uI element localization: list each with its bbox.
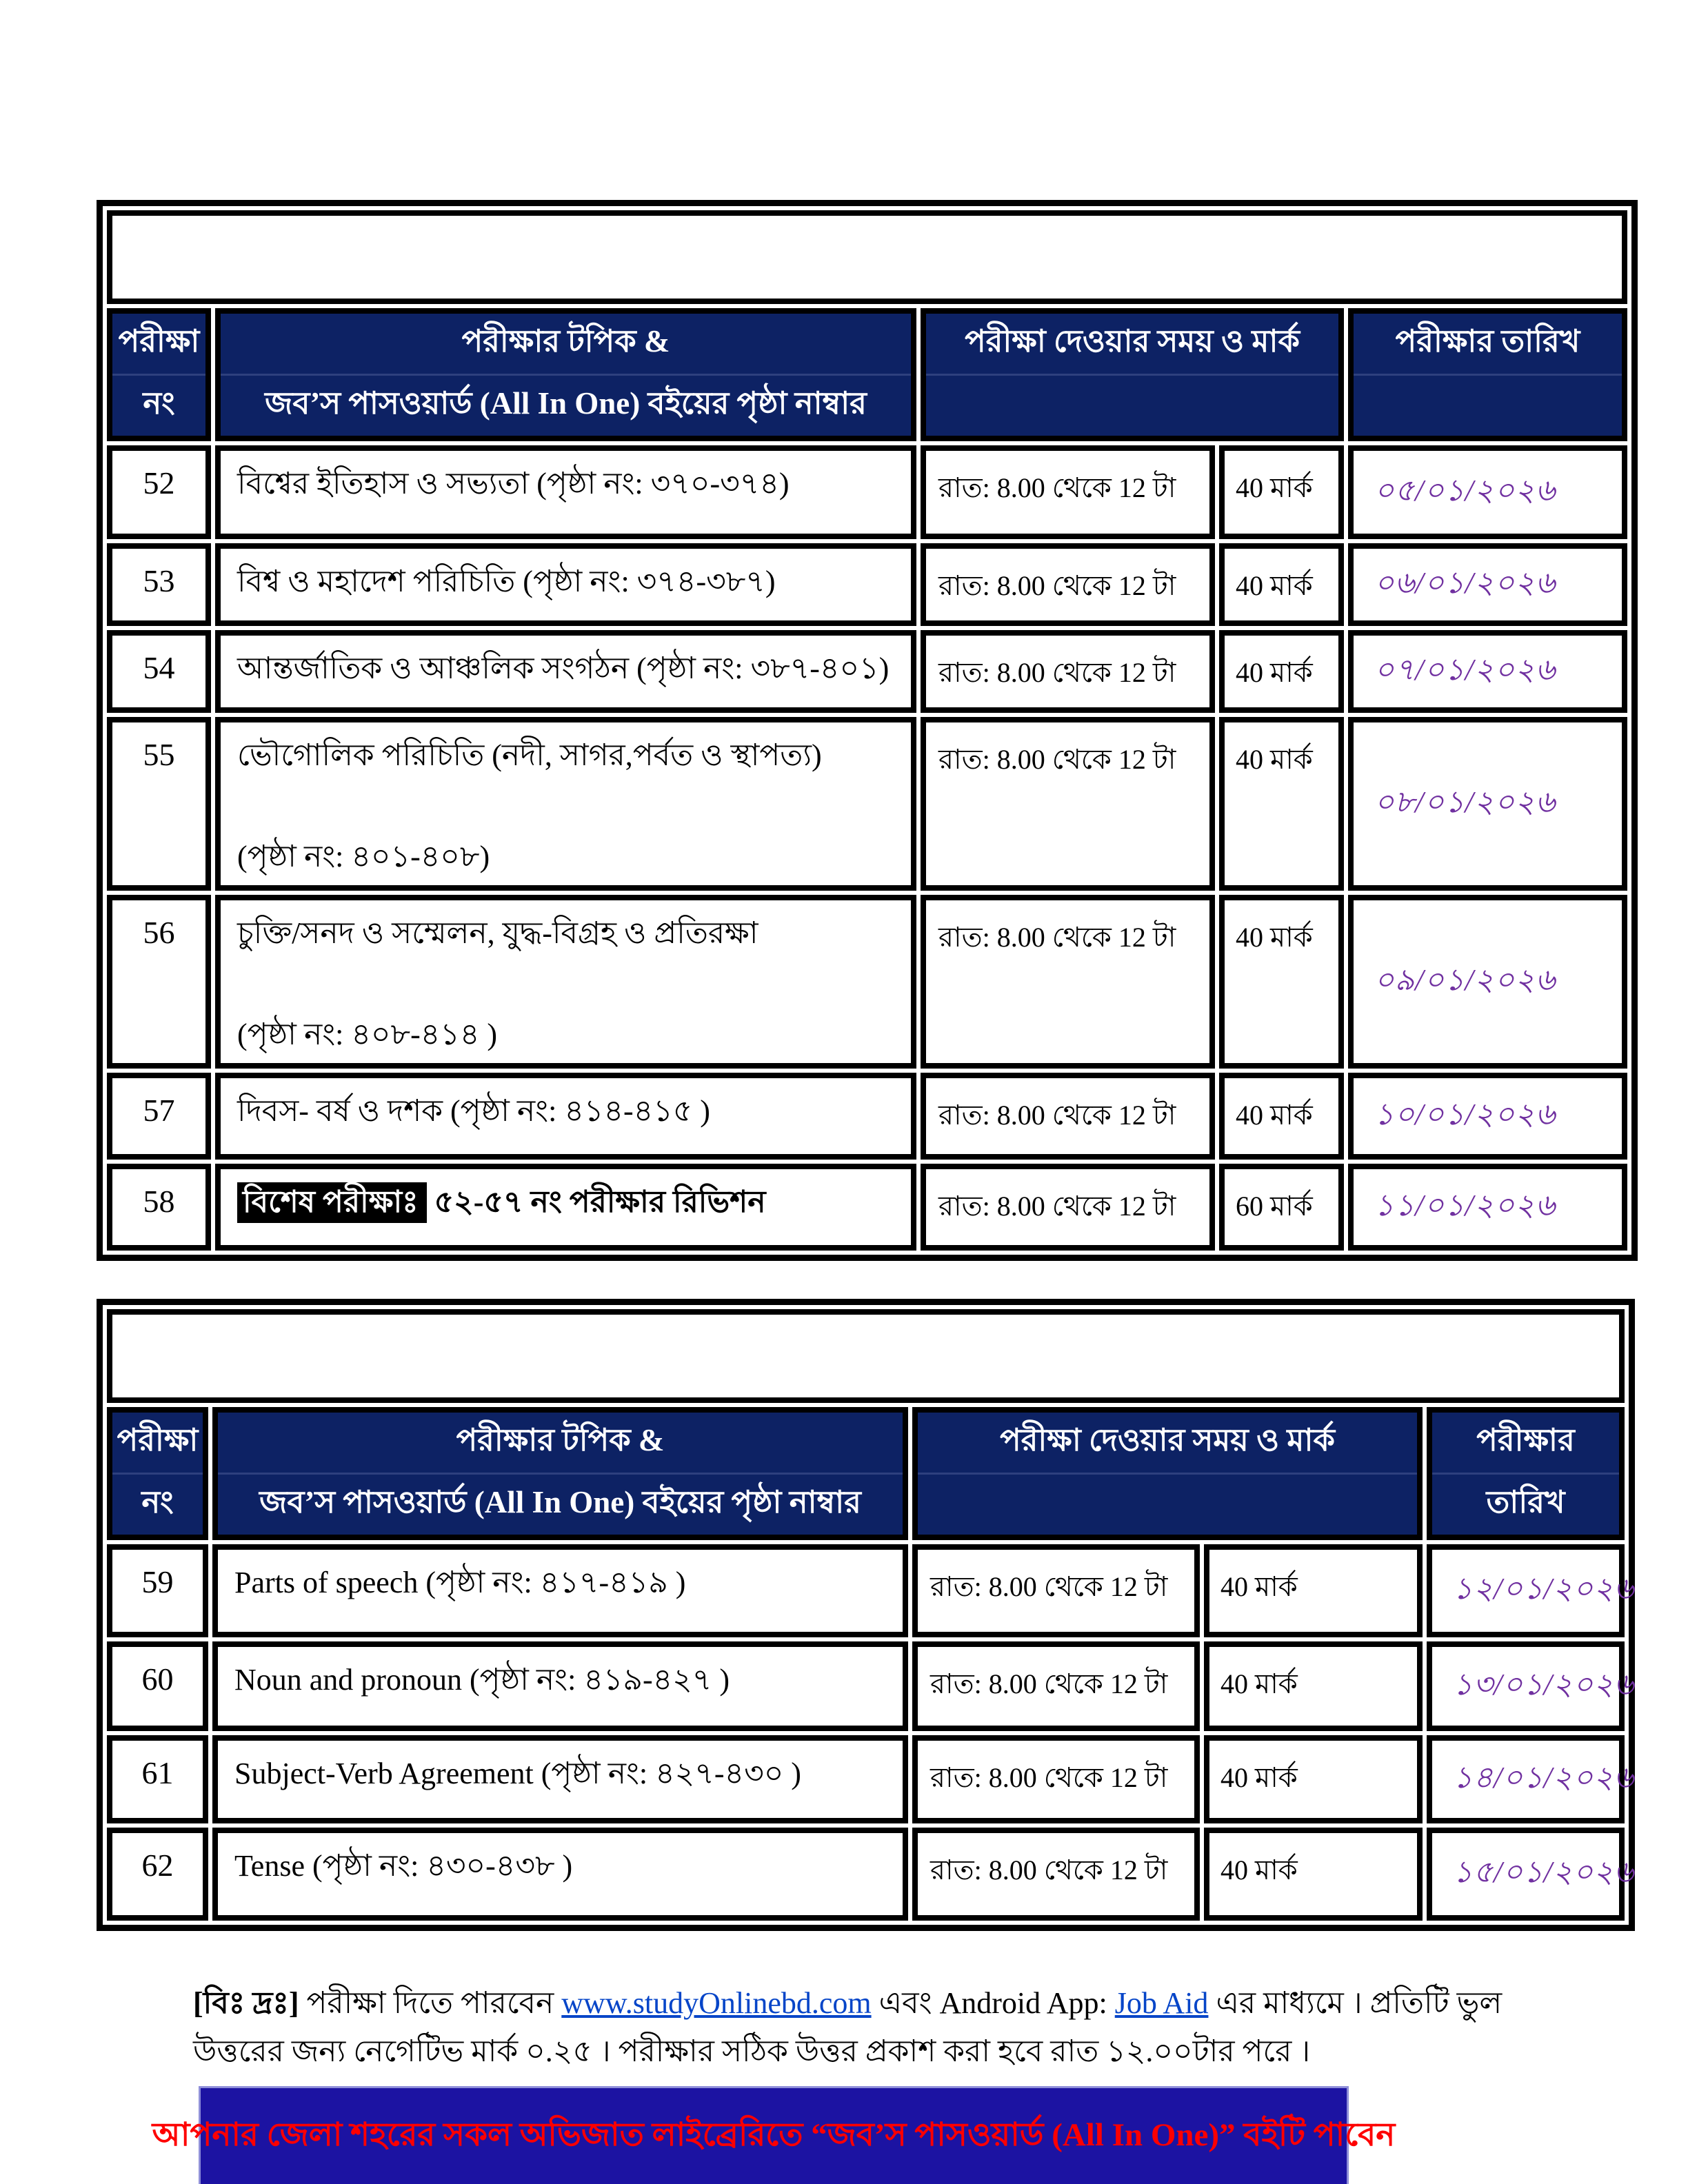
header-topic-top: পরীক্ষার টপিক & [218, 1413, 903, 1475]
mark-cell: 40 মার্ক [1204, 1735, 1423, 1823]
topic-cell: Parts of speech (পৃষ্ঠা নং: ৪১৭-৪১৯ ) [212, 1544, 908, 1637]
exam-no-cell: 61 [107, 1735, 208, 1823]
date-cell: ০৯/০১/২০২৬ [1348, 895, 1627, 1069]
table-row [107, 1073, 1627, 1160]
exam-no-cell: 60 [107, 1641, 208, 1731]
header-exam-no-top: পরীক্ষা [112, 1413, 203, 1475]
note-text-2: এবং Android App: [871, 1986, 1115, 2020]
header-exam-no-bottom: নং [143, 386, 175, 421]
header-date-label: পরীক্ষার [1432, 1413, 1619, 1475]
mark-cell: 40 মার্ক [1204, 1544, 1423, 1637]
date-cell: ০৮/০১/২০২৬ [1348, 717, 1627, 891]
topic-line2: (পৃষ্ঠা নং: ৪০১-৪০৮) [237, 840, 490, 873]
header-topic-bottom: জব’স পাসওয়ার্ড (All In One) বইয়ের পৃষ্ঠা নাম্বার [259, 1485, 861, 1519]
date-cell: ১০/০১/২০২৬ [1348, 1073, 1627, 1160]
time-cell: রাত: 8.00 থেকে 12 টা [912, 1828, 1200, 1921]
time-cell: রাত: 8.00 থেকে 12 টা [921, 445, 1215, 539]
time-cell: রাত: 8.00 থেকে 12 টা [921, 717, 1215, 891]
header-time-mark [912, 1407, 1423, 1540]
book-availability-banner: আপনার জেলা শহরের সকল অভিজাত লাইব্রেরিতে “জব’স পাসওয়ার্ড (All In One)” বইটি পাবেন [199, 2086, 1349, 2184]
plan-08-header-row [107, 1407, 1625, 1540]
exam-no-cell: 59 [107, 1544, 208, 1637]
header-date-label: পরীক্ষার তারিখ [1354, 314, 1622, 376]
topic-rest: ৫২-৫৭ নং পরীক্ষার রিভিশন [426, 1185, 766, 1219]
topic-cell: আন্তর্জাতিক ও আঞ্চলিক সংগঠন (পৃষ্ঠা নং: ৩৮৭-৪০১) [215, 630, 916, 713]
header-time-mark [921, 308, 1344, 441]
table-row [107, 1164, 1627, 1251]
note-text-1: পরীক্ষা দিতে পারবেন [299, 1986, 562, 2020]
header-topic-bottom: জব’স পাসওয়ার্ড (All In One) বইয়ের পৃষ্ঠা নাম্বার [265, 386, 867, 421]
mark-cell: 40 মার্ক [1219, 630, 1344, 713]
header-date [1348, 308, 1627, 441]
exam-no-cell: 52 [107, 445, 211, 539]
time-cell: রাত: 8.00 থেকে 12 টা [921, 895, 1215, 1069]
header-exam-no-bottom: নং [141, 1485, 174, 1519]
study-online-link[interactable]: www.studyOnlinebd.com [561, 1986, 872, 2020]
header-topic [212, 1407, 908, 1540]
header-topic [215, 308, 916, 441]
header-time-mark-label: পরীক্ষা দেওয়ার সময় ও মার্ক [926, 314, 1338, 376]
time-cell: রাত: 8.00 থেকে 12 টা [912, 1544, 1200, 1637]
time-cell: রাত: 8.00 থেকে 12 টা [912, 1641, 1200, 1731]
mark-cell: 40 মার্ক [1204, 1641, 1423, 1731]
mark-cell: 40 মার্ক [1219, 1073, 1344, 1160]
table-row [107, 543, 1627, 626]
date-cell: ১২/০১/২০২৬ [1427, 1544, 1625, 1637]
table-row [107, 1735, 1625, 1823]
topic-cell [215, 1164, 916, 1251]
plan-07-header-row [107, 308, 1627, 441]
date-cell: ১৫/০১/২০২৬ [1427, 1828, 1625, 1921]
table-row [107, 1641, 1625, 1731]
topic-line1: ভৌগোলিক পরিচিতি (নদী, সাগর,পর্বত ও স্থাপত্য) [237, 738, 822, 772]
mark-cell: 40 মার্ক [1219, 543, 1344, 626]
plan-08-title-row [107, 1309, 1625, 1403]
exam-no-cell: 53 [107, 543, 211, 626]
time-cell: রাত: 8.00 থেকে 12 টা [921, 630, 1215, 713]
table-row [107, 445, 1627, 539]
table-row [107, 895, 1627, 1069]
exam-no-cell: 55 [107, 717, 211, 891]
topic-cell [215, 895, 916, 1069]
time-cell: রাত: 8.00 থেকে 12 টা [921, 543, 1215, 626]
footer-note [193, 1979, 1503, 2076]
topic-cell: বিশ্ব ও মহাদেশ পরিচিতি (পৃষ্ঠা নং: ৩৭৪-৩৮৭) [215, 543, 916, 626]
exam-no-cell: 57 [107, 1073, 211, 1160]
topic-line1: চুক্তি/সনদ ও সম্মেলন, যুদ্ধ-বিগ্রহ ও প্রতিরক্ষা [237, 916, 758, 950]
time-cell: রাত: 8.00 থেকে 12 টা [921, 1073, 1215, 1160]
exam-no-cell: 62 [107, 1828, 208, 1921]
plan-08-table [97, 1299, 1635, 1931]
mark-cell: 40 মার্ক [1219, 445, 1344, 539]
plan-08-title: পরিকল্পনা-08 [107, 1309, 1625, 1403]
time-cell: রাত: 8.00 থেকে 12 টা [912, 1735, 1200, 1823]
topic-cell: Tense (পৃষ্ঠা নং: ৪৩০-৪৩৮ ) [212, 1828, 908, 1921]
header-exam-no-top: পরীক্ষা [112, 314, 205, 376]
topic-line2: (পৃষ্ঠা নং: ৪০৮-৪১৪ ) [237, 1018, 498, 1051]
note-prefix: [বিঃ দ্রঃ] [193, 1986, 299, 2020]
job-aid-link[interactable]: Job Aid [1114, 1986, 1209, 2020]
special-exam-highlight: বিশেষ পরীক্ষাঃ [237, 1182, 427, 1223]
topic-cell: দিবস- বর্ষ ও দশক (পৃষ্ঠা নং: ৪১৪-৪১৫ ) [215, 1073, 916, 1160]
date-cell: ০৭/০১/২০২৬ [1348, 630, 1627, 713]
mark-cell: 40 মার্ক [1204, 1828, 1423, 1921]
exam-no-cell: 56 [107, 895, 211, 1069]
date-cell: ১৩/০১/২০২৬ [1427, 1641, 1625, 1731]
header-exam-no [107, 1407, 208, 1540]
header-date [1427, 1407, 1625, 1540]
date-cell: ০৬/০১/২০২৬ [1348, 543, 1627, 626]
header-topic-top: পরীক্ষার টপিক & [221, 314, 911, 376]
time-cell: রাত: 8.00 থেকে 12 টা [921, 1164, 1215, 1251]
exam-no-cell: 54 [107, 630, 211, 713]
date-cell: ১৪/০১/২০২৬ [1427, 1735, 1625, 1823]
plan-07-title-row [107, 210, 1627, 304]
table-row [107, 1828, 1625, 1921]
topic-cell: Noun and pronoun (পৃষ্ঠা নং: ৪১৯-৪২৭ ) [212, 1641, 908, 1731]
table-row [107, 1544, 1625, 1637]
date-cell: ১১/০১/২০২৬ [1348, 1164, 1627, 1251]
mark-cell: 60 মার্ক [1219, 1164, 1344, 1251]
header-date-label-2: তারিখ [1486, 1485, 1565, 1519]
date-cell: ০৫/০১/২০২৬ [1348, 445, 1627, 539]
table-row [107, 717, 1627, 891]
exam-no-cell: 58 [107, 1164, 211, 1251]
mark-cell: 40 মার্ক [1219, 717, 1344, 891]
plan-07-table [97, 200, 1638, 1261]
topic-cell: Subject-Verb Agreement (পৃষ্ঠা নং: ৪২৭-৪৩০ ) [212, 1735, 908, 1823]
topic-cell [215, 717, 916, 891]
plan-07-title: পরিকল্পনা-07 [107, 210, 1627, 304]
note-text-3: এর মাধ্যমে । প্রতিটি ভুল উত্তরের জন্য নেগেটিভ মার্ক ০.২৫ । পরীক্ষার সঠিক উত্তর প্রকাশ করা হবে রাত ১২.০০টার পরে । [193, 1986, 1503, 2069]
topic-cell: বিশ্বের ইতিহাস ও সভ্যতা (পৃষ্ঠা নং: ৩৭০-৩৭৪) [215, 445, 916, 539]
header-time-mark-label: পরীক্ষা দেওয়ার সময় ও মার্ক [918, 1413, 1417, 1475]
table-row [107, 630, 1627, 713]
mark-cell: 40 মার্ক [1219, 895, 1344, 1069]
header-exam-no [107, 308, 211, 441]
